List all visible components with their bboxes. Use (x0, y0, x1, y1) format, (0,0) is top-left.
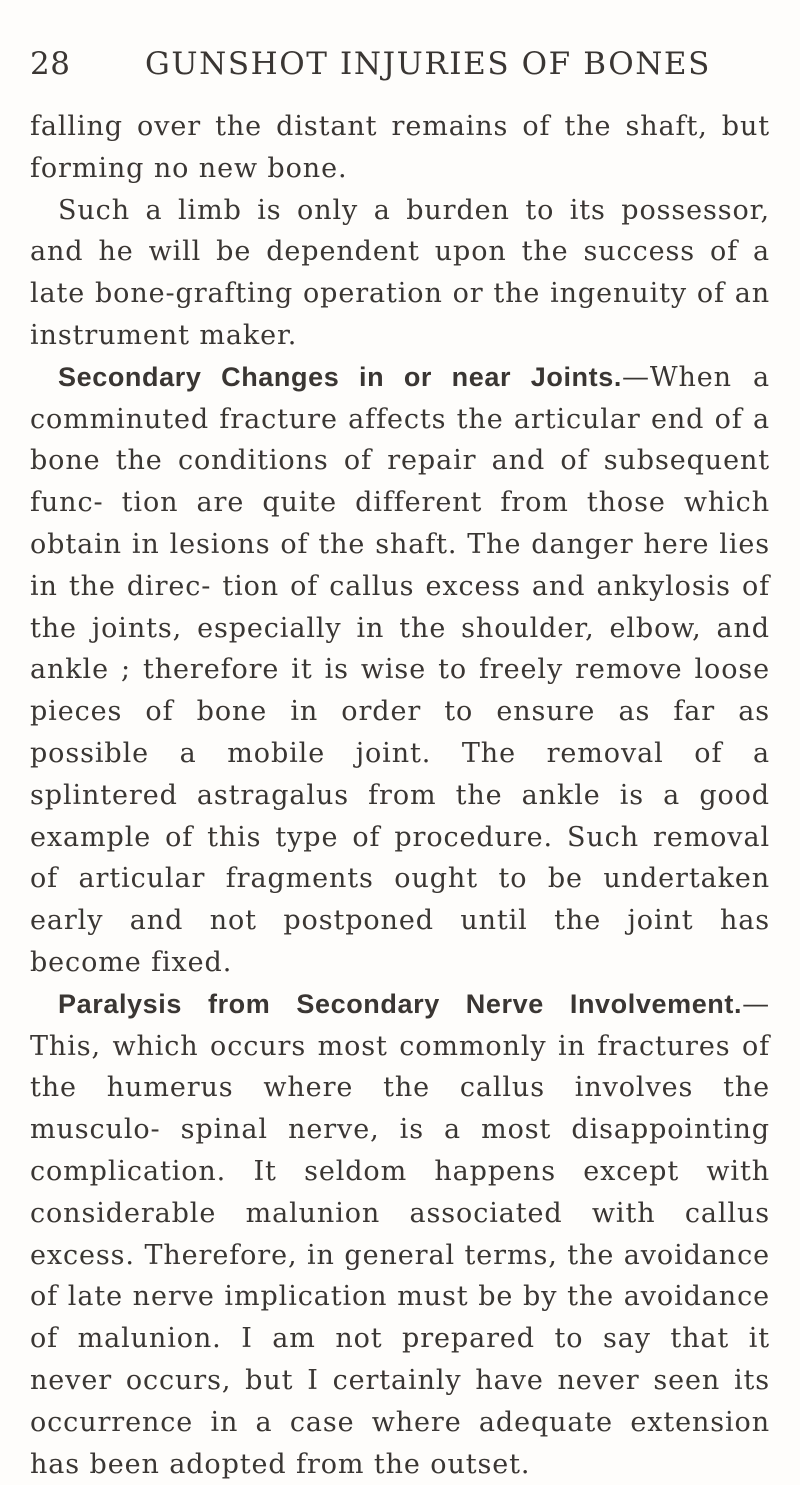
paragraph (30, 357, 770, 984)
paragraph (30, 106, 770, 190)
body-text (30, 106, 770, 1485)
section-heading: Paralysis from Secondary Nerve Involvement. (58, 988, 743, 1019)
paragraph (30, 190, 770, 357)
section-heading: Secondary Changes in or near Joints. (58, 361, 622, 392)
paragraph-text: Such a limb is only a burden to its possessor, and he will be dependent upon the success of a late bone-grafting operation or the ingenuity of an instrument maker. (30, 194, 770, 351)
paragraph-text: falling over the distant remains of the shaft, but forming no new bone. (30, 111, 770, 184)
page-number: 28 (30, 46, 71, 82)
paragraph-text: —When a comminuted fracture affects the articular end of a bone the conditions of repair and of subsequent func- tion are quite different from those which obtain in lesions of the shaft. The danger here lies in the direc- tion of callus excess and ankylosis of the joints, especially in the shoulder, elbow, and ankle ; therefore it is wise to freely remove loose pieces of bone in order to ensure as far as possible a mobile joint. The removal of a splintered astragalus from the ankle is a good example of this type of procedure. Such removal of articular fragments ought to be undertaken early and not postponed until the joint has become fixed. (30, 361, 770, 978)
paragraph-text: — This, which occurs most commonly in fractures of the humerus where the callus involves the musculo- spinal nerve, is a most disappointing complication. It seldom happens except with considerable malunion associated with callus excess. Therefore, in general terms, the avoidance of late nerve implication must be by the avoidance of malunion. I am not prepared to say that it never occurs, but I certainly have never seen its occurrence in a case where adequate extension has been adopted from the outset. (30, 988, 770, 1480)
page-header (30, 42, 770, 92)
running-head: GUNSHOT INJURIES OF BONES (145, 46, 712, 82)
